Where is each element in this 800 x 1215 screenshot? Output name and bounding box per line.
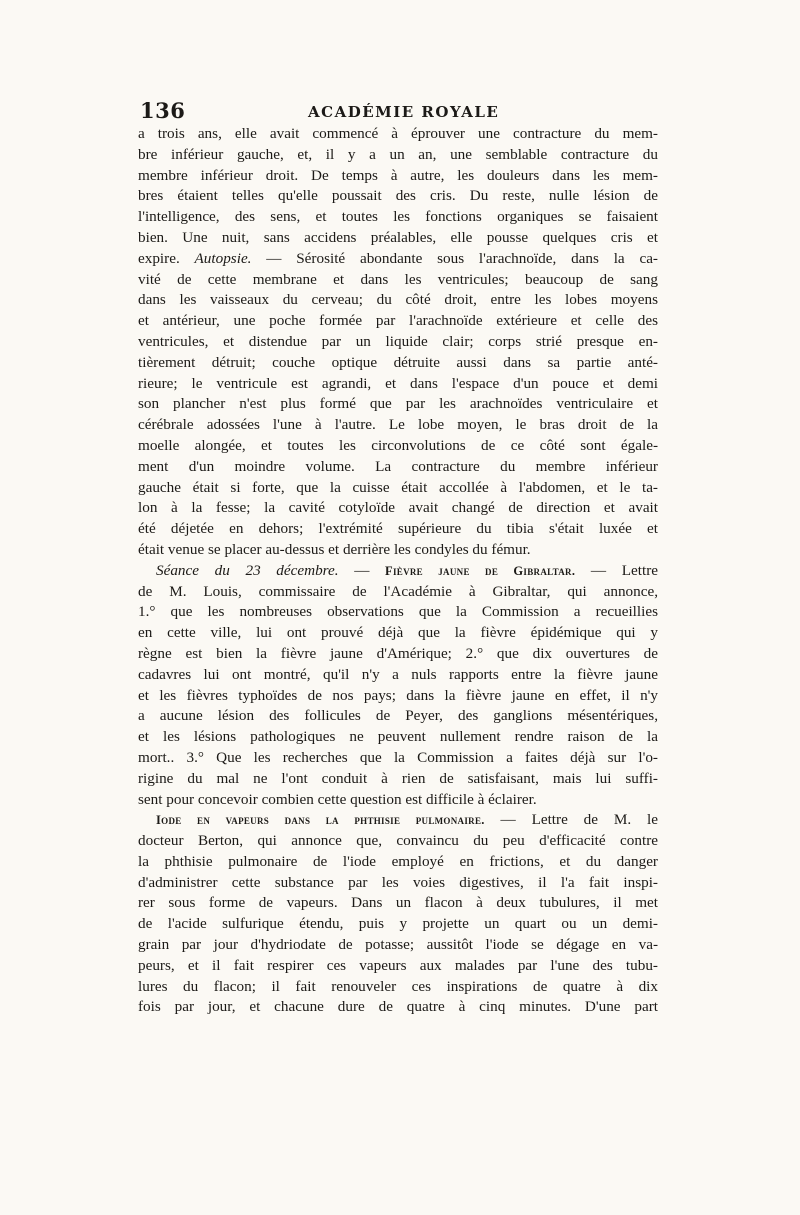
text-line — [138, 810, 658, 831]
text-line — [138, 914, 658, 935]
line-text: vité de cette membrane et dans les ventricules; beaucoup de sang — [138, 270, 658, 288]
line-text: grain par jour d'hydriodate de potasse; aussitôt l'iode se dégage en va- — [138, 936, 658, 954]
line-text: expire. — [138, 249, 195, 267]
book-page — [138, 98, 658, 1018]
line-text: fois par jour, et chacune dure de quatre à cinq minutes. D'une part — [138, 998, 658, 1016]
line-text: l'intelligence, des sens, et toutes les fonctions organiques se faisaient — [138, 208, 658, 226]
text-line — [138, 498, 658, 519]
line-text: rigine du mal ne l'ont conduit à rien de satisfaisant, mais lui suffi- — [138, 769, 658, 787]
line-text: — Lettre de M. le — [484, 811, 658, 829]
line-text: — — [338, 561, 386, 579]
text-line — [138, 124, 658, 145]
body-text — [138, 124, 658, 1018]
line-text: dans les vaisseaux du cerveau; du côté droit, entre les lobes moyens — [138, 291, 658, 309]
line-text: et antérieur, une poche formée par l'arachnoïde extérieure et celle des — [138, 312, 658, 330]
line-text: a trois ans, elle avait commencé à éprouver une contracture du mem- — [138, 125, 658, 142]
text-line — [138, 415, 658, 436]
page-header — [138, 98, 658, 124]
text-line — [138, 374, 658, 395]
text-line — [138, 311, 658, 332]
text-line — [138, 706, 658, 727]
page-number: 136 — [140, 98, 186, 123]
section-heading: Iode en vapeurs dans la phthisie pulmonaire. — [156, 813, 485, 828]
line-text: lon à la fesse; la cavité cotyloïde avait changé de direction et avait — [138, 499, 658, 517]
line-text: — Sérosité abondante sous l'arachnoïde, dans la ca- — [251, 249, 658, 267]
line-text: cadavres lui ont montré, qu'il n'y a nuls rapports entre la fièvre jaune — [138, 665, 658, 683]
line-text: règne est bien la fièvre jaune d'Amérique; 2.° que dix ouvertures de — [138, 644, 658, 662]
text-line — [138, 540, 658, 561]
line-text: tièrement détruit; couche optique détruite aussi dans sa partie anté- — [138, 353, 658, 371]
text-line — [138, 290, 658, 311]
line-text: bien. Une nuit, sans accidens préalables, elle pousse quelques cris et — [138, 228, 658, 246]
line-text: ventricules, et distendue par un liquide clair; corps strié presque en- — [138, 332, 658, 350]
text-line — [138, 748, 658, 769]
line-text: en cette ville, lui ont prouvé déjà que la fièvre épidémique qui y — [138, 624, 658, 642]
line-text: d'administrer cette substance par les voies digestives, il l'a fait inspi- — [138, 873, 658, 891]
text-line — [138, 457, 658, 478]
text-line — [138, 831, 658, 852]
text-line — [138, 332, 658, 353]
line-text: la phthisie pulmonaire de l'iode employé en frictions, et du danger — [138, 852, 658, 870]
line-text: bre inférieur gauche, et, il y a un an, une semblable contracture du — [138, 145, 658, 163]
text-line — [138, 893, 658, 914]
text-line — [138, 727, 658, 748]
line-text: — Lettre — [575, 561, 658, 579]
italic-text: Autopsie. — [194, 249, 252, 267]
text-line — [138, 270, 658, 291]
text-line — [138, 207, 658, 228]
line-text: rieure; le ventricule est agrandi, et dans l'espace d'un pouce et demi — [138, 374, 658, 392]
text-line — [138, 478, 658, 499]
line-text: rer sous forme de vapeurs. Dans un flacon à deux tubulures, il met — [138, 894, 658, 912]
text-line — [138, 436, 658, 457]
text-line — [138, 602, 658, 623]
text-line — [138, 956, 658, 977]
line-text: et les lésions pathologiques ne peuvent nullement rendre raison de la — [138, 728, 658, 746]
text-line — [138, 166, 658, 187]
text-line — [138, 769, 658, 790]
line-text: 1.° que les nombreuses observations que la Commission a recueillies — [138, 603, 658, 621]
text-line — [138, 145, 658, 166]
line-text: son plancher n'est plus formé que par les arachnoïdes ventriculaire et — [138, 395, 658, 413]
text-line — [138, 997, 658, 1018]
text-line — [138, 582, 658, 603]
text-line — [138, 394, 658, 415]
italic-text: Séance du 23 décembre. — [156, 561, 339, 579]
line-text: mort.. 3.° Que les recherches que la Commission a faites déjà sur l'o- — [138, 748, 658, 766]
text-line — [138, 873, 658, 894]
line-text: de l'acide sulfurique étendu, puis y projette un quart ou un demi- — [138, 915, 658, 933]
line-text: membre inférieur droit. De temps à autre, les douleurs dans les mem- — [138, 166, 658, 184]
line-text: moelle alongée, et toutes les circonvolutions de ce côté sont égale- — [138, 436, 658, 454]
text-line — [138, 935, 658, 956]
text-line — [138, 790, 658, 811]
text-line — [138, 644, 658, 665]
text-line — [138, 519, 658, 540]
text-line — [138, 228, 658, 249]
line-text: cérébrale adossées l'une à l'autre. Le lobe moyen, le bras droit de la — [138, 416, 658, 434]
line-text: gauche était si forte, que la cuisse était accollée à l'abdomen, et le ta- — [138, 478, 658, 496]
running-title: ACADÉMIE ROYALE — [308, 103, 500, 121]
line-text: docteur Berton, qui annonce que, convaincu du peu d'efficacité contre — [138, 832, 658, 850]
line-text: ment d'un moindre volume. La contracture du membre inférieur — [138, 457, 658, 475]
text-line — [138, 977, 658, 998]
text-line — [138, 623, 658, 644]
text-line — [138, 561, 658, 582]
text-line — [138, 186, 658, 207]
text-line — [138, 353, 658, 374]
line-text: sent pour concevoir combien cette question est difficile à éclairer. — [138, 790, 537, 808]
line-text: et les fièvres typhoïdes de nos pays; dans la fièvre jaune en effet, il n'y — [138, 686, 658, 704]
text-line — [138, 686, 658, 707]
line-text: bres étaient telles qu'elle poussait des cris. Du reste, nulle lésion de — [138, 187, 658, 205]
line-text: était venue se placer au-dessus et derrière les condyles du fémur. — [138, 540, 531, 558]
text-line — [138, 665, 658, 686]
line-text: été déjetée en dehors; l'extrémité supérieure du tibia s'était luxée et — [138, 520, 658, 538]
line-text: peurs, et il fait respirer ces vapeurs aux malades par l'une des tubu- — [138, 956, 658, 974]
text-line — [138, 852, 658, 873]
section-heading: Fièvre jaune de Gibraltar. — [385, 563, 576, 578]
text-line — [138, 249, 658, 270]
line-text: a aucune lésion des follicules de Peyer, des ganglions mésentériques, — [138, 707, 658, 725]
line-text: lures du flacon; il fait renouveler ces inspirations de quatre à dix — [138, 977, 658, 995]
line-text: de M. Louis, commissaire de l'Académie à Gibraltar, qui annonce, — [138, 582, 658, 600]
